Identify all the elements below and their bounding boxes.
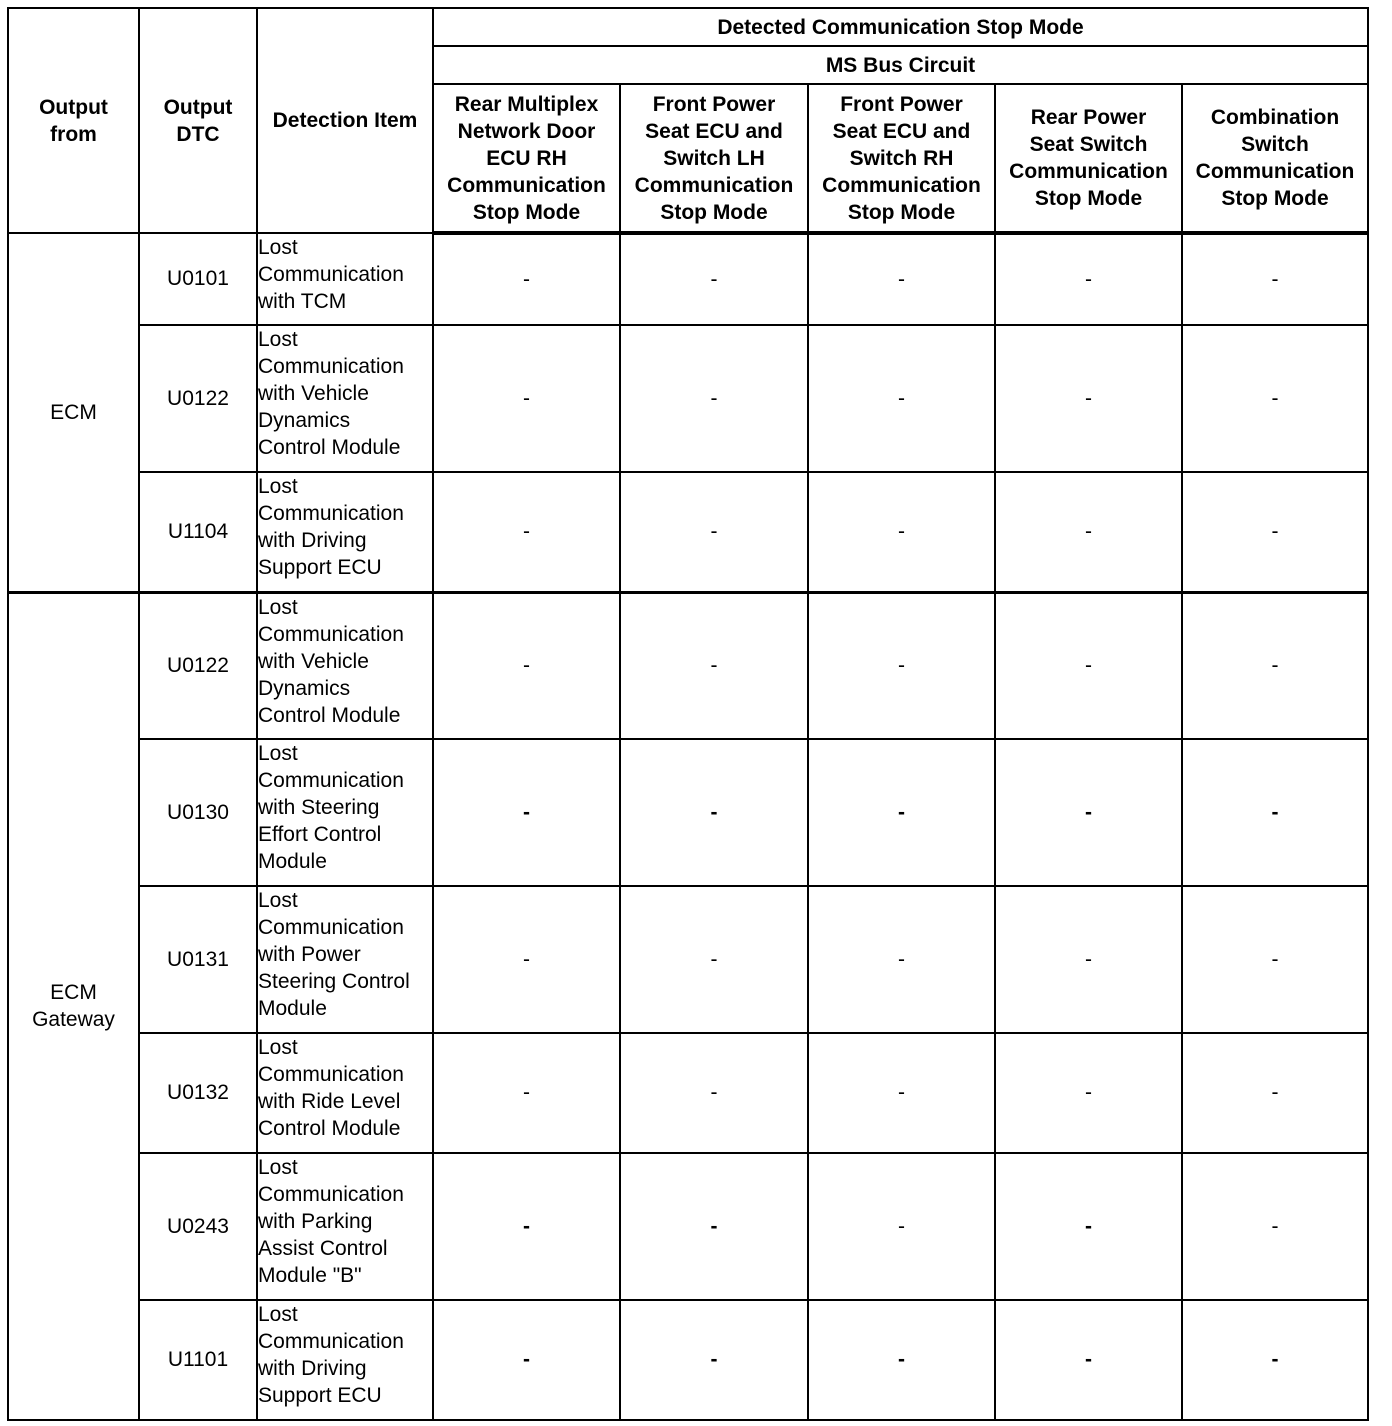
value-cell: - [808,1153,995,1300]
value-cell: - [1182,1300,1368,1420]
dtc-code: U1101 [139,1300,257,1420]
value-cell: - [433,592,620,739]
detection-item: Lost Communication with TCM [257,233,433,325]
value-cell: - [995,886,1182,1033]
value-cell: - [620,592,808,739]
dtc-code: U0122 [139,325,257,472]
detection-item: Lost Communication with Ride Level Control Module [257,1033,433,1153]
value-cell: - [995,739,1182,886]
header-output-from: Output from [8,8,139,233]
value-cell: - [620,1300,808,1420]
value-cell: - [433,233,620,325]
value-cell: - [620,739,808,886]
value-cell: - [1182,1153,1368,1300]
value-cell: - [433,472,620,592]
header-detected-mode: Detected Communication Stop Mode [433,8,1368,46]
value-cell: - [808,325,995,472]
detection-item: Lost Communication with Driving Support ECU [257,472,433,592]
value-cell: - [808,233,995,325]
value-cell: - [433,739,620,886]
value-cell: - [995,592,1182,739]
value-cell: - [1182,472,1368,592]
value-cell: - [995,1153,1182,1300]
value-cell: - [433,1300,620,1420]
value-cell: - [995,472,1182,592]
detection-item: Lost Communication with Vehicle Dynamics Control Module [257,592,433,739]
value-cell: - [995,1300,1182,1420]
value-cell: - [433,1153,620,1300]
value-cell: - [808,472,995,592]
value-cell: - [1182,592,1368,739]
value-cell: - [620,472,808,592]
value-cell: - [808,592,995,739]
dtc-code: U0101 [139,233,257,325]
value-cell: - [620,1153,808,1300]
detection-item: Lost Communication with Parking Assist Control Module "B" [257,1153,433,1300]
dtc-code: U0243 [139,1153,257,1300]
dtc-code: U1104 [139,472,257,592]
header-ms-bus: MS Bus Circuit [433,46,1368,84]
dtc-code: U0122 [139,592,257,739]
dtc-code: U0132 [139,1033,257,1153]
value-cell: - [995,233,1182,325]
value-cell: - [433,886,620,1033]
value-cell: - [808,1033,995,1153]
value-cell: - [808,1300,995,1420]
value-cell: - [808,886,995,1033]
value-cell: - [1182,739,1368,886]
header-col-front-seat-rh: Front Power Seat ECU and Switch RH Communication Stop Mode [808,84,995,233]
header-col-rear-seat-switch: Rear Power Seat Switch Communication Stop Mode [995,84,1182,233]
group-label-ecm: ECM [8,233,139,592]
detection-item: Lost Communication with Steering Effort Control Module [257,739,433,886]
header-col-front-seat-lh: Front Power Seat ECU and Switch LH Communication Stop Mode [620,84,808,233]
header-detection-item: Detection Item [257,8,433,233]
dtc-table [7,7,1369,1421]
value-cell: - [620,233,808,325]
value-cell: - [433,325,620,472]
value-cell: - [1182,1033,1368,1153]
dtc-code: U0130 [139,739,257,886]
value-cell: - [433,1033,620,1153]
value-cell: - [620,1033,808,1153]
header-output-dtc: Output DTC [139,8,257,233]
value-cell: - [1182,233,1368,325]
value-cell: - [995,325,1182,472]
group-label-ecm-gateway: ECM Gateway [8,592,139,1420]
value-cell: - [808,739,995,886]
value-cell: - [620,886,808,1033]
detection-item: Lost Communication with Power Steering Control Module [257,886,433,1033]
value-cell: - [995,1033,1182,1153]
value-cell: - [1182,325,1368,472]
header-col-combination-switch: Combination Switch Communication Stop Mode [1182,84,1368,233]
detection-item: Lost Communication with Driving Support ECU [257,1300,433,1420]
value-cell: - [1182,886,1368,1033]
detection-item: Lost Communication with Vehicle Dynamics Control Module [257,325,433,472]
header-col-rear-multiplex: Rear Multiplex Network Door ECU RH Communication Stop Mode [433,84,620,233]
dtc-code: U0131 [139,886,257,1033]
value-cell: - [620,325,808,472]
